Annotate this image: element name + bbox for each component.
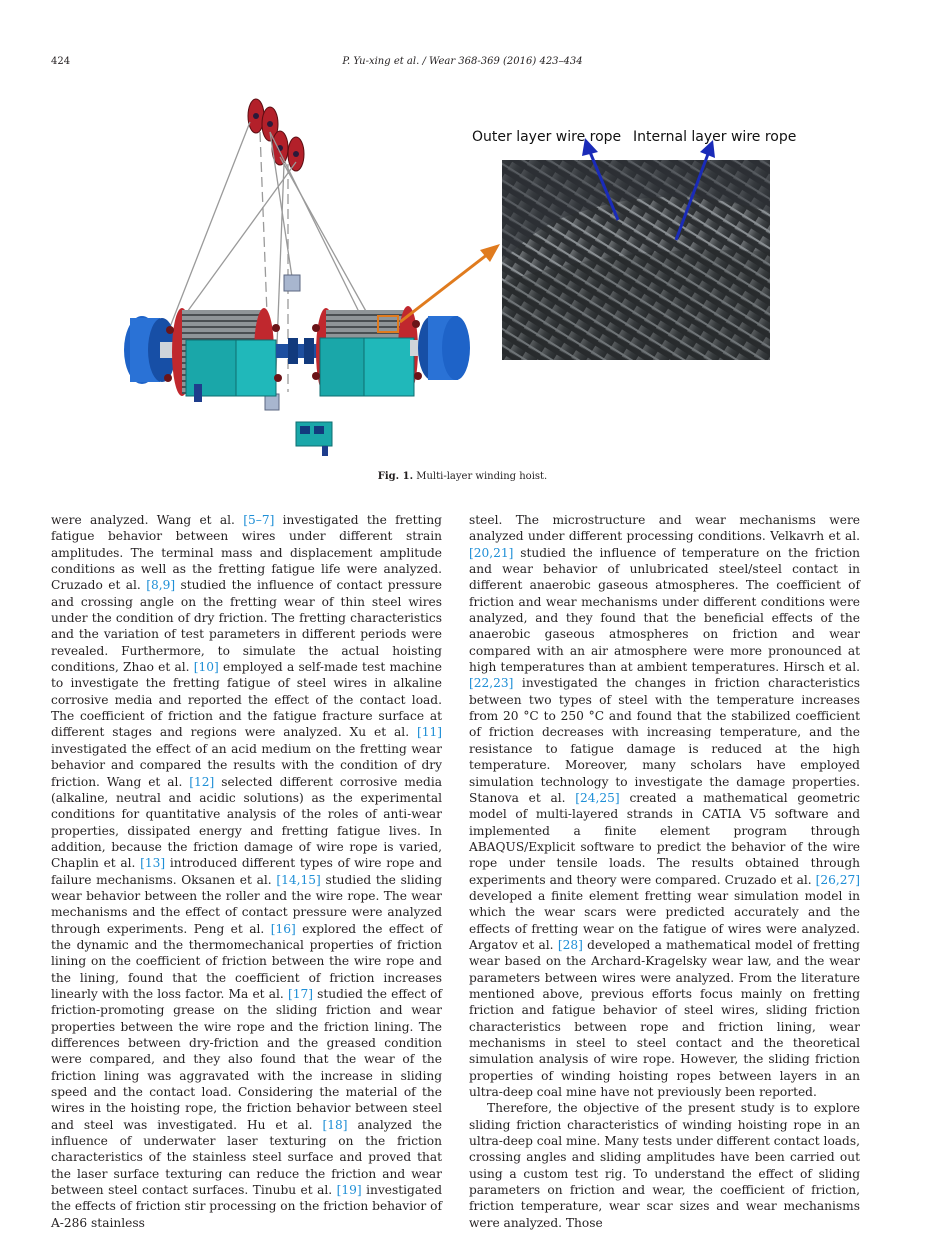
body-paragraph [51, 512, 442, 1231]
citation-link[interactable]: [14,15] [276, 872, 321, 887]
page-header [0, 56, 925, 72]
body-text: Therefore, the objective of the present study is to explore sliding friction characteristics of winding hoisting rope in an ultra-deep coal mine. Many tests under different contact loads, crossing angles and sliding amplitudes have been carried out using a custom test rig. To understand the effect of sliding parameters on friction and wear, the coefficient of friction, friction temperature, wear scar sizes and wear mechanisms were analyzed. Those [469, 1101, 860, 1230]
body-text: investigated the effect of an acid medium on the fretting wear behavior and compared the results with the condition of dry friction. Wang et al. [51, 741, 442, 789]
body-paragraph [469, 1100, 860, 1231]
citation-link[interactable]: [24,25] [575, 790, 620, 805]
headframe-sheaves [248, 99, 304, 171]
caption-label: Fig. 1. [377, 471, 414, 482]
right-winder [312, 306, 470, 396]
body-text: studied the influence of temperature on the friction and wear behavior of unlubricated steel/steel contact in different anaerobic gaseous atmospheres. The coefficient of friction and wear mechanisms under different conditions were analyzed, and they found that the beneficial effects of the anaerobic gaseous atmospheres on friction and wear compared with an air atmosphere were more pronounced at high temperatures than at ambient temperatures. Hirsch et al. [469, 545, 860, 675]
figure-1 [110, 92, 810, 462]
body-text: investigated the effects of friction stir processing on the friction behavior of A-286 stainless [51, 1183, 442, 1230]
citation-link[interactable]: [19] [336, 1183, 362, 1198]
citation-link[interactable]: [10] [193, 660, 219, 675]
left-winder [124, 308, 282, 402]
citation-link[interactable]: [26,27] [815, 872, 860, 887]
citation-link[interactable]: [18] [322, 1117, 348, 1132]
citation-link[interactable]: [13] [140, 856, 166, 871]
citation-link[interactable]: [5–7] [243, 513, 275, 527]
left-column [51, 512, 442, 1231]
body-text: were analyzed. Wang et al. [51, 513, 244, 527]
citation-link[interactable]: [16] [270, 921, 296, 936]
skip-conveyance [284, 275, 300, 291]
body-text: studied the effect of friction-promoting grease on the sliding friction and wear properties between the wire rope and the friction lining. The differences between dry-friction and the greased condition were compared, and they also found that the wear of the friction lining was aggravated with the increase in sliding speed and the contact load. Considering the material of the wires in the hoisting rope, the friction behavior between steel and steel was investigated. Hu et al. [51, 986, 442, 1132]
body-text: investigated the changes in friction characteristics between two types of steel with the temperature increases from 20 °C to 250 °C and found that the stabilized coefficient of friction decreases with increasing temperature, and the resistance to fatigue damage is reduced at the high temperature. Moreover, many scholars have employed simulation technology to investigate the damage properties. Stanova et al. [469, 676, 860, 805]
citation-link[interactable]: [12] [189, 774, 215, 789]
citation-link[interactable]: [17] [287, 986, 313, 1001]
body-text: developed a finite element fretting wear simulation model in which the wear scars were predicted accurately and the effects of fretting wear on the fatigue of wires were analyzed. Argatov et al. [469, 888, 860, 952]
page-number: 424 [51, 56, 71, 67]
rope-photo [502, 160, 770, 360]
citation-link[interactable]: [22,23] [469, 676, 514, 691]
right-column [469, 512, 860, 1231]
orange-callout-arrow [400, 244, 500, 322]
citation-link[interactable]: [20,21] [469, 545, 514, 560]
hoist-illustration [110, 92, 810, 462]
body-paragraph [469, 512, 860, 1100]
citation-link[interactable]: [11] [416, 725, 442, 740]
body-text: selected different corrosive media (alkaline, neutral and acidic solutions) as the experimental conditions for quantitative analysis of the roles of anti-wear properties, dissipated energy and fretting fatigue lives. In addition, because the friction damage of wire rope is varied, Chaplin et al. [51, 774, 442, 871]
internal-layer-label: Internal layer wire rope [633, 129, 797, 145]
body-text: studied the influence of contact pressure and crossing angle on the fretting wear of thin steel wires under the condition of dry friction. The fretting characteristics and the variation of test parameters in different periods were revealed. Furthermore, to simulate the actual hoisting conditions, Zhao et al. [51, 578, 442, 675]
body-text: explored the effect of the dynamic and the thermomechanical properties of friction lining on the coefficient of friction between the wire rope and the lining, found that the coefficient of friction increases linearly with the loss factor. Ma et al. [51, 921, 443, 1001]
figure-caption [0, 471, 925, 482]
body-text: steel. The microstructure and wear mechanisms were analyzed under different processing conditions. Velkavrh et al. [469, 513, 860, 544]
running-head: P. Yu-xing et al. / Wear 368-369 (2016) 423–434 [342, 56, 583, 67]
body-text: developed a mathematical model of fretting wear based on the Archard-Kragelsky wear law, and the wear parameters between wires were analyzed. From the literature mentioned above, previous efforts focus mainly on fretting friction and fatigue behavior of steel wires, sliding friction characteristics between rope and friction lining, wear mechanisms in steel to steel contact and the theoretical simulation analysis of wire rope. However, the sliding friction properties of winding hoisting ropes between layers in an ultra-deep coal mine have not previously been reported. [469, 937, 860, 1100]
body-text: investigated the fretting fatigue behavior between wires under different strain amplitudes. The terminal mass and displacement amplitude conditions as well as the fretting fatigue life were analyzed. Cruzado et al. [51, 513, 442, 593]
body-text: analyzed the influence of underwater laser texturing on the friction characteristics of the stainless steel surface and proved that the laser surface texturing can reduce the friction and wear between steel contact surfaces. Tinubu et al. [51, 1117, 443, 1198]
control-console [296, 422, 332, 456]
citation-link[interactable]: [28] [557, 937, 583, 952]
body-text: studied the sliding wear behavior between the roller and the wire rope. The wear mechanisms and the effect of contact pressure were analyzed through experiments. Peng et al. [51, 872, 442, 936]
citation-link[interactable]: [8,9] [146, 578, 176, 593]
body-text: introduced different types of wire rope and failure mechanisms. Oksanen et al. [51, 856, 442, 887]
outer-layer-label: Outer layer wire rope [472, 129, 622, 145]
body-text: employed a self-made test machine to investigate the fretting fatigue of steel wires in alkaline corrosive media and reported the effect of the contact load. The coefficient of friction and the fatigue fracture surface at different stages and regions were analyzed. Xu et al. [51, 660, 442, 740]
body-text: created a mathematical geometric model of multi-layered strands in CATIA V5 software and implemented a finite element program through ABAQUS/Explicit software to predict the behavior of the wire rope under tensile loads. The results obtained through experiments and theory were compared. Cruzado et al. [469, 790, 860, 887]
caption-text: Multi-layer winding hoist. [416, 471, 548, 482]
